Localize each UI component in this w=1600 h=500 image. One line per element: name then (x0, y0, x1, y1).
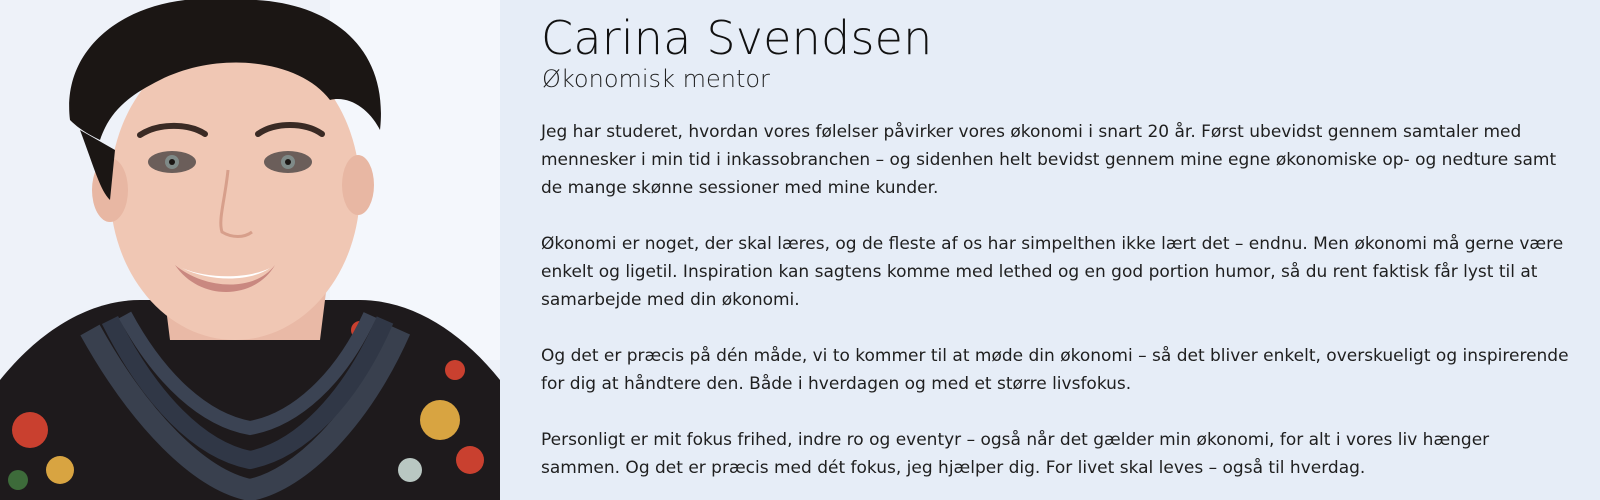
profile-content (500, 0, 1600, 500)
bio-paragraph: Personligt er mit fokus frihed, indre ro og eventyr – også når det gælder min økonomi, for alt i vores liv hænger sammen. Og det er præcis med dét fokus, jeg hjælper dig. For livet skal leves – også til hverdag. (541, 430, 1490, 478)
profile-name: Carina Svendsen (541, 11, 933, 65)
portrait-illustration (0, 0, 500, 500)
profile-photo (0, 0, 500, 500)
profile-role: Økonomisk mentor (542, 65, 770, 93)
bio-paragraph: Økonomi er noget, der skal læres, og de fleste af os har simpelthen ikke lært det – endnu. Men økonomi må gerne være enkelt og ligetil. Inspiration kan sagtens komme med lethed og en god portion humor, så du rent faktisk får lyst til at samarbejde med din økonomi. (541, 234, 1564, 310)
bio-paragraph: Og det er præcis på dén måde, vi to kommer til at møde din økonomi – så det bliver enkelt, overskueligt og inspirerende for dig at håndtere den. Både i hverdagen og med et større livsfokus. (541, 346, 1569, 394)
bio-paragraph: Jeg har studeret, hvordan vores følelser påvirker vores økonomi i snart 20 år. Først ubevidst gennem samtaler med mennesker i min tid i inkassobranchen – og sidenhen helt bevidst gennem mine egne økonomiske op- og nedture samt de mange skønne sessioner med mine kunder. (541, 122, 1557, 198)
